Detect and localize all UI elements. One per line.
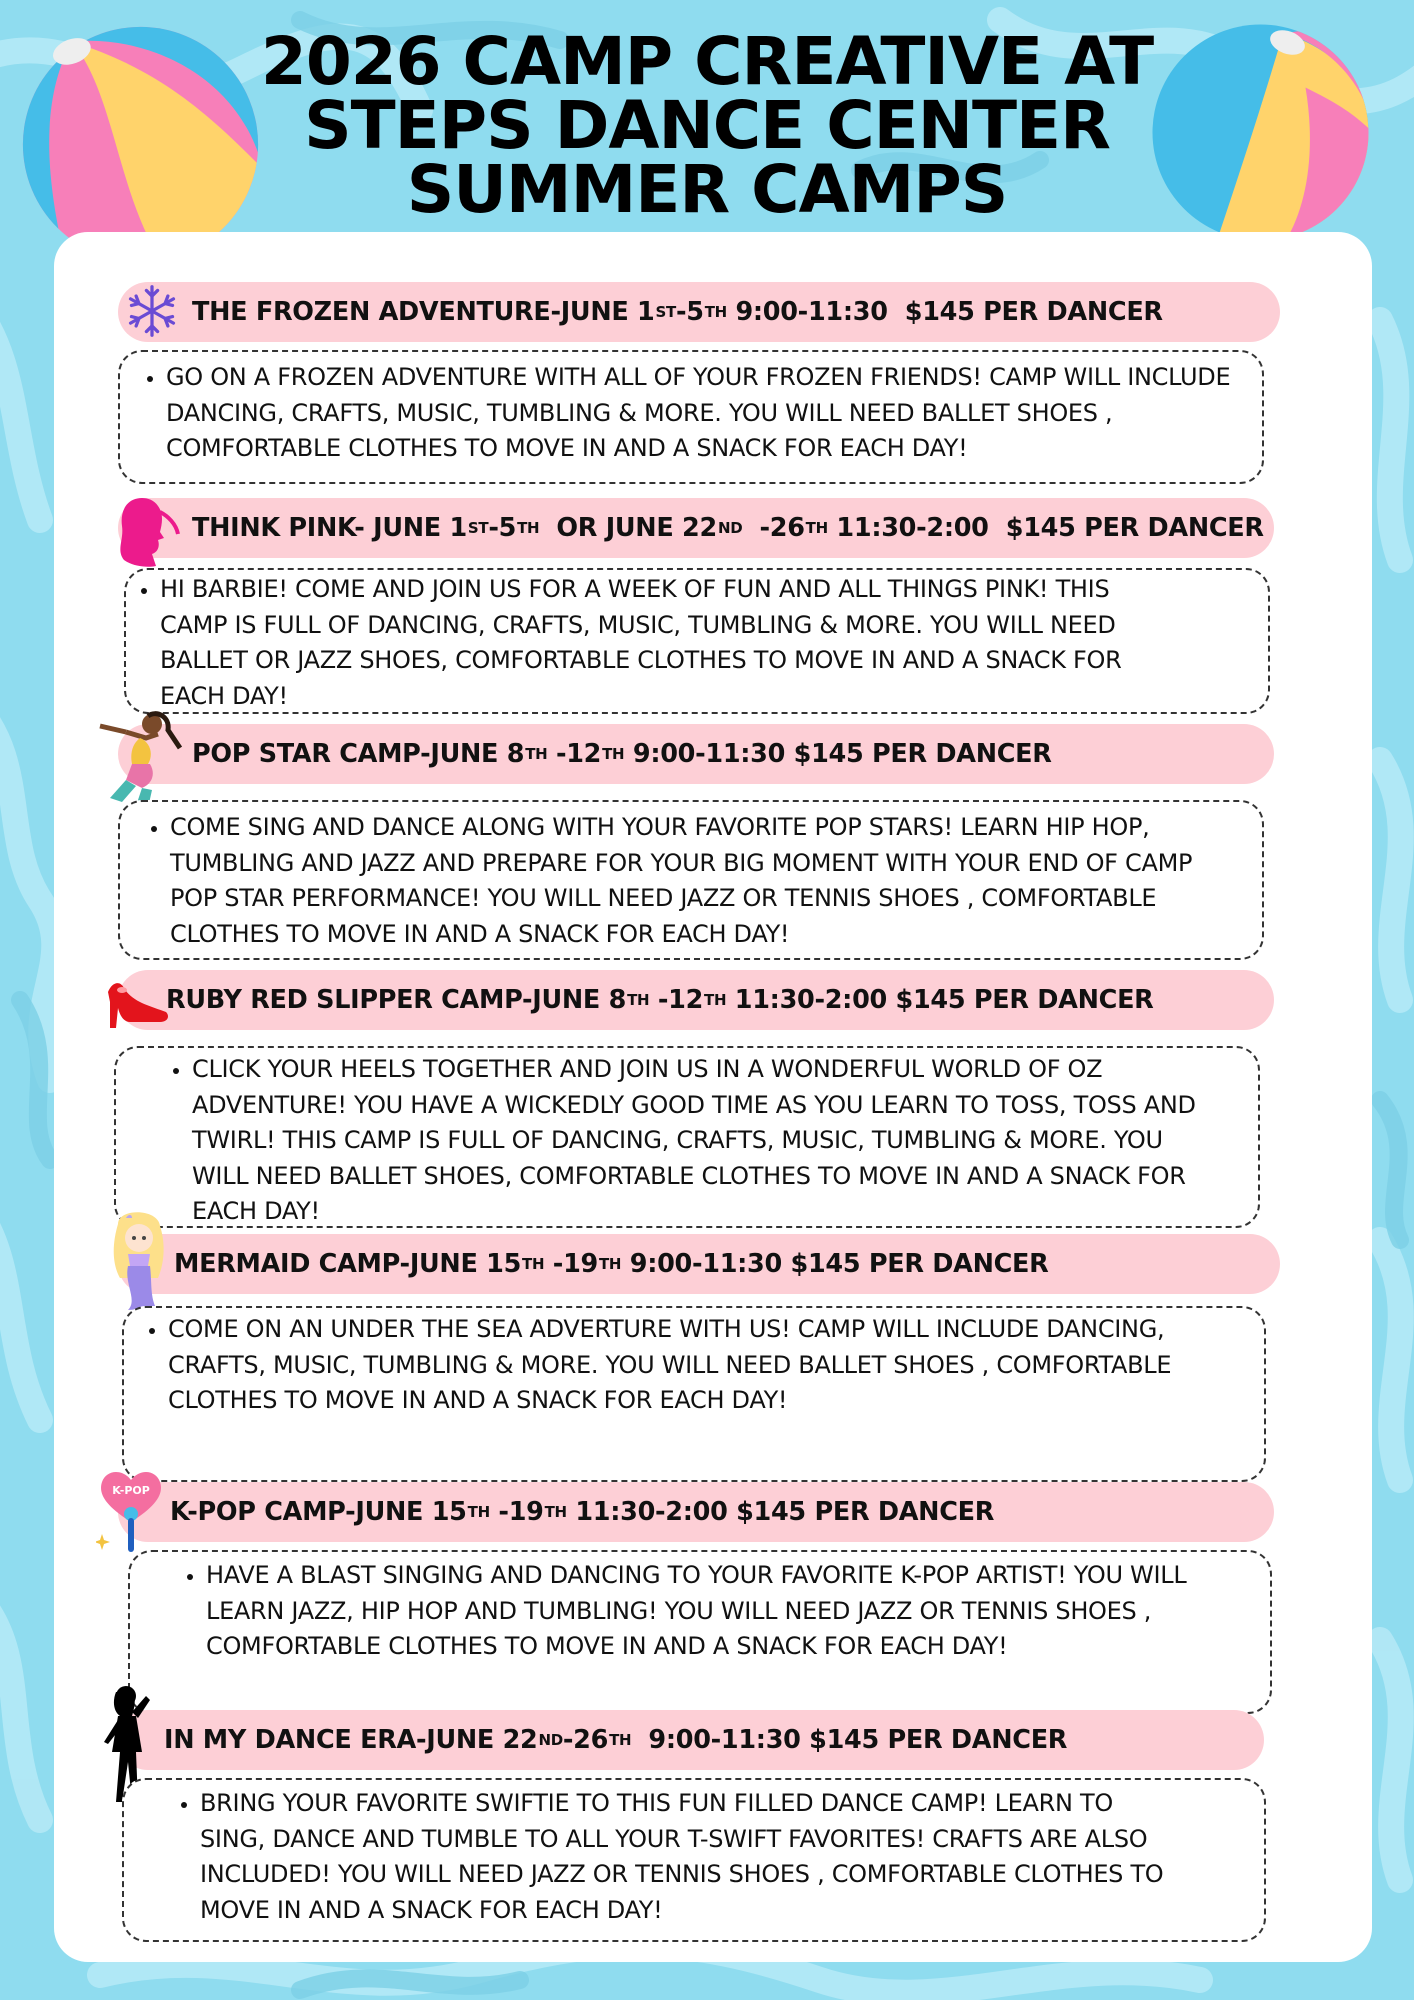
camp-title: 11:30-2:00 $145 PER DANCER [726, 985, 1154, 1015]
camp-title: -19 [544, 1249, 598, 1279]
page-title [240, 23, 1174, 228]
camp-title: MERMAID CAMP-JUNE 15 [174, 1249, 522, 1279]
kpop-heart-microphone-icon [96, 1466, 166, 1560]
description-text: • CLICK YOUR HEELS TOGETHER AND JOIN US IN A WONDERFUL WORLD OF OZ ADVENTURE! YOU HAVE A WICKEDLY GOOD TIME AS YOU LEARN TO TOSS, TOSS AND TWIRL! THIS CAMP IS FULL OF DANCING, CRAFTS, MUSIC, TUMBLING & MORE. YOU WILL NEED BALLET SHOES, COMFORTABLE CLOTHES TO MOVE IN AND A SNACK FOR EACH DAY! [192, 1052, 1258, 1230]
beach-ball-left-icon [18, 22, 263, 267]
snowflake-icon [124, 282, 180, 340]
pop-star-dancer-icon [96, 708, 184, 812]
camp-title: -19 [489, 1497, 544, 1527]
camp-title: -5 [488, 513, 517, 543]
camp-title: OR JUNE 22 [539, 513, 717, 543]
description-text: • COME SING AND DANCE ALONG WITH YOUR FAVORITE POP STARS! LEARN HIP HOP, TUMBLING AND JAZZ AND PREPARE FOR YOUR BIG MOMENT WITH YOUR END OF CAMP POP STAR PERFORMANCE! YOU WILL NEED JAZZ OR TENNIS SHOES , COMFORTABLE CLOTHES TO MOVE IN AND A SNACK FOR EACH DAY! [170, 810, 1262, 952]
camp-title: POP STAR CAMP-JUNE 8 [192, 739, 525, 769]
description-text: • GO ON A FROZEN ADVENTURE WITH ALL OF YOUR FROZEN FRIENDS! CAMP WILL INCLUDE DANCING, CRAFTS, MUSIC, TUMBLING & MORE. YOU WILL NEED BALLET SHOES , COMFORTABLE CLOTHES TO MOVE IN AND A SNACK FOR EACH DAY! [166, 360, 1262, 467]
mermaid-icon [98, 1204, 180, 1314]
camp-title: 11:30-2:00 $145 PER DANCER [827, 513, 1264, 543]
camp-description-k-pop [128, 1550, 1272, 1714]
camp-title: 9:00-11:30 $145 PER DANCER [624, 739, 1052, 769]
camp-title: 9:00-11:30 $145 PER DANCER [621, 1249, 1049, 1279]
description-text: • HAVE A BLAST SINGING AND DANCING TO YOUR FAVORITE K-POP ARTIST! YOU WILL LEARN JAZZ, HIP HOP AND TUMBLING! YOU WILL NEED JAZZ OR TENNIS SHOES , COMFORTABLE CLOTHES TO MOVE IN AND A SNACK FOR EACH DAY! [206, 1558, 1270, 1665]
camp-description-frozen [118, 350, 1264, 484]
camp-title: -12 [649, 985, 704, 1015]
camp-description-pop-star [118, 800, 1264, 960]
title-line-2: STEPS DANCE CENTER [304, 87, 1110, 164]
camp-description-ruby-red-slipper [114, 1046, 1260, 1228]
camp-title: -5 [675, 297, 704, 327]
camp-title: IN MY DANCE ERA-JUNE 22 [164, 1725, 538, 1755]
camp-header-mermaid: MERMAID CAMP-JUNE 15 TH -19 TH 9:00-11:30 $145 PER DANCER [118, 1234, 1280, 1294]
camp-description-mermaid [122, 1306, 1266, 1482]
camp-header-k-pop: K-POP CAMP-JUNE 15 TH -19 TH 11:30-2:00 $145 PER DANCER [118, 1482, 1274, 1542]
camp-title: -26 [742, 513, 805, 543]
camp-title: 9:00-11:30 $145 PER DANCER [631, 1725, 1068, 1755]
camp-title: -12 [547, 739, 602, 769]
camp-title: -26 [562, 1725, 609, 1755]
camp-header-in-my-dance-era: IN MY DANCE ERA-JUNE 22 ND -26 TH 9:00-11:30 $145 PER DANCER [118, 1710, 1264, 1770]
camp-description-in-my-dance-era [122, 1778, 1266, 1942]
red-slipper-icon [102, 972, 172, 1032]
camp-title: THE FROZEN ADVENTURE-JUNE 1 [192, 297, 655, 327]
kpop-icon-text: K-POP [112, 1484, 150, 1497]
camp-title: THINK PINK- JUNE 1 [192, 513, 467, 543]
title-line-3: SUMMER CAMPS [406, 151, 1008, 228]
description-text: • BRING YOUR FAVORITE SWIFTIE TO THIS FUN FILLED DANCE CAMP! LEARN TO SING, DANCE AND TUMBLE TO ALL YOUR T-SWIFT FAVORITES! CRAFTS ARE ALSO INCLUDED! YOU WILL NEED JAZZ OR TENNIS SHOES , COMFORTABLE CLOTHES TO MOVE IN AND A SNACK FOR EACH DAY! [200, 1786, 1264, 1928]
camp-header-think-pink: THINK PINK- JUNE 1 ST -5 TH OR JUNE 22 ND -26 TH 11:30-2:00 $145 PER DANCER [118, 498, 1274, 558]
camp-title: 11:30-2:00 $145 PER DANCER [566, 1497, 995, 1527]
camp-header-ruby-red-slipper: RUBY RED SLIPPER CAMP-JUNE 8 TH -12 TH 11:30-2:00 $145 PER DANCER [118, 970, 1274, 1030]
camp-header-pop-star: POP STAR CAMP-JUNE 8 TH -12 TH 9:00-11:30 $145 PER DANCER [118, 724, 1274, 784]
title-line-1: 2026 CAMP CREATIVE AT [260, 23, 1154, 100]
description-text: • HI BARBIE! COME AND JOIN US FOR A WEEK OF FUN AND ALL THINGS PINK! THIS CAMP IS FULL OF DANCING, CRAFTS, MUSIC, TUMBLING & MORE. YOU WILL NEED BALLET OR JAZZ SHOES, COMFORTABLE CLOTHES TO MOVE IN AND A SNACK FOR EACH DAY! [160, 572, 1268, 714]
camp-title: 9:00-11:30 $145 PER DANCER [726, 297, 1163, 327]
camp-title: RUBY RED SLIPPER CAMP-JUNE 8 [166, 985, 627, 1015]
beach-ball-right-icon [1148, 20, 1373, 245]
camp-description-think-pink [124, 568, 1270, 714]
description-text: • COME ON AN UNDER THE SEA ADVERTURE WITH US! CAMP WILL INCLUDE DANCING, CRAFTS, MUSIC, TUMBLING & MORE. YOU WILL NEED BALLET SHOES , COMFORTABLE CLOTHES TO MOVE IN AND A SNACK FOR EACH DAY! [168, 1312, 1264, 1419]
camp-title: K-POP CAMP-JUNE 15 [170, 1497, 467, 1527]
camp-header-frozen: THE FROZEN ADVENTURE-JUNE 1 ST -5 TH 9:00-11:30 $145 PER DANCER [118, 282, 1280, 342]
barbie-silhouette-icon [112, 494, 182, 570]
